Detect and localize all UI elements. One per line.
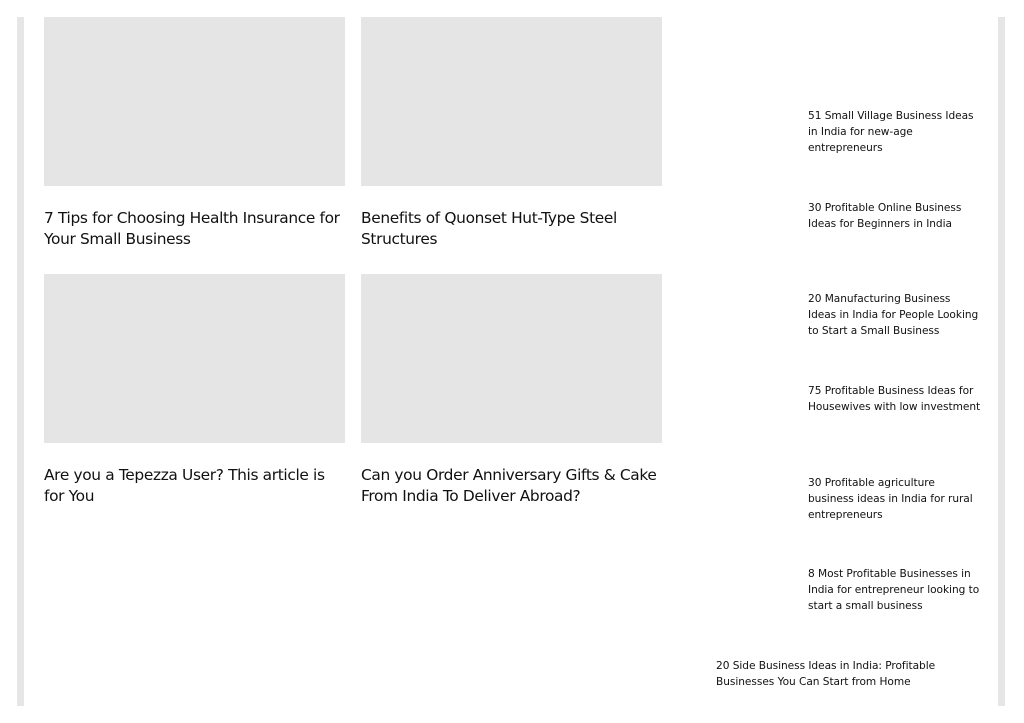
sidebar-post-link[interactable]: 51 Small Village Business Ideas in India for new-age entrepreneurs [808, 110, 974, 155]
article-card [44, 274, 345, 506]
article-card [361, 17, 662, 249]
sidebar-post-link[interactable]: 30 Profitable Online Business Ideas for Beginners in India [808, 202, 962, 231]
article-title-link[interactable]: Are you a Tepezza User? This article is for You [44, 466, 325, 505]
article-card [361, 274, 662, 506]
sidebar-post-link[interactable]: 75 Profitable Business Ideas for Housewives with low investment [808, 385, 981, 414]
article-title-link[interactable]: Benefits of Quonset Hut-Type Steel Structures [361, 209, 617, 248]
sidebar-post-link[interactable]: 30 Profitable agriculture business ideas in India for rural entrepreneurs [808, 477, 973, 522]
article-title-link[interactable]: 7 Tips for Choosing Health Insurance for Your Small Business [44, 209, 340, 248]
article-thumbnail[interactable] [361, 274, 662, 443]
article-card [44, 17, 345, 249]
article-thumbnail[interactable] [44, 17, 345, 186]
article-thumbnail[interactable] [44, 274, 345, 443]
right-page-border [998, 17, 1005, 706]
sidebar-post-link[interactable]: 20 Side Business Ideas in India: Profitable Businesses You Can Start from Home [716, 660, 936, 689]
sidebar-post-link[interactable]: 20 Manufacturing Business Ideas in India for People Looking to Start a Small Business [808, 293, 979, 338]
left-page-border [17, 17, 24, 706]
article-title-link[interactable]: Can you Order Anniversary Gifts & Cake From India To Deliver Abroad? [361, 466, 657, 505]
sidebar-post-link[interactable]: 8 Most Profitable Businesses in India for entrepreneur looking to start a small business [808, 568, 980, 613]
article-thumbnail[interactable] [361, 17, 662, 186]
